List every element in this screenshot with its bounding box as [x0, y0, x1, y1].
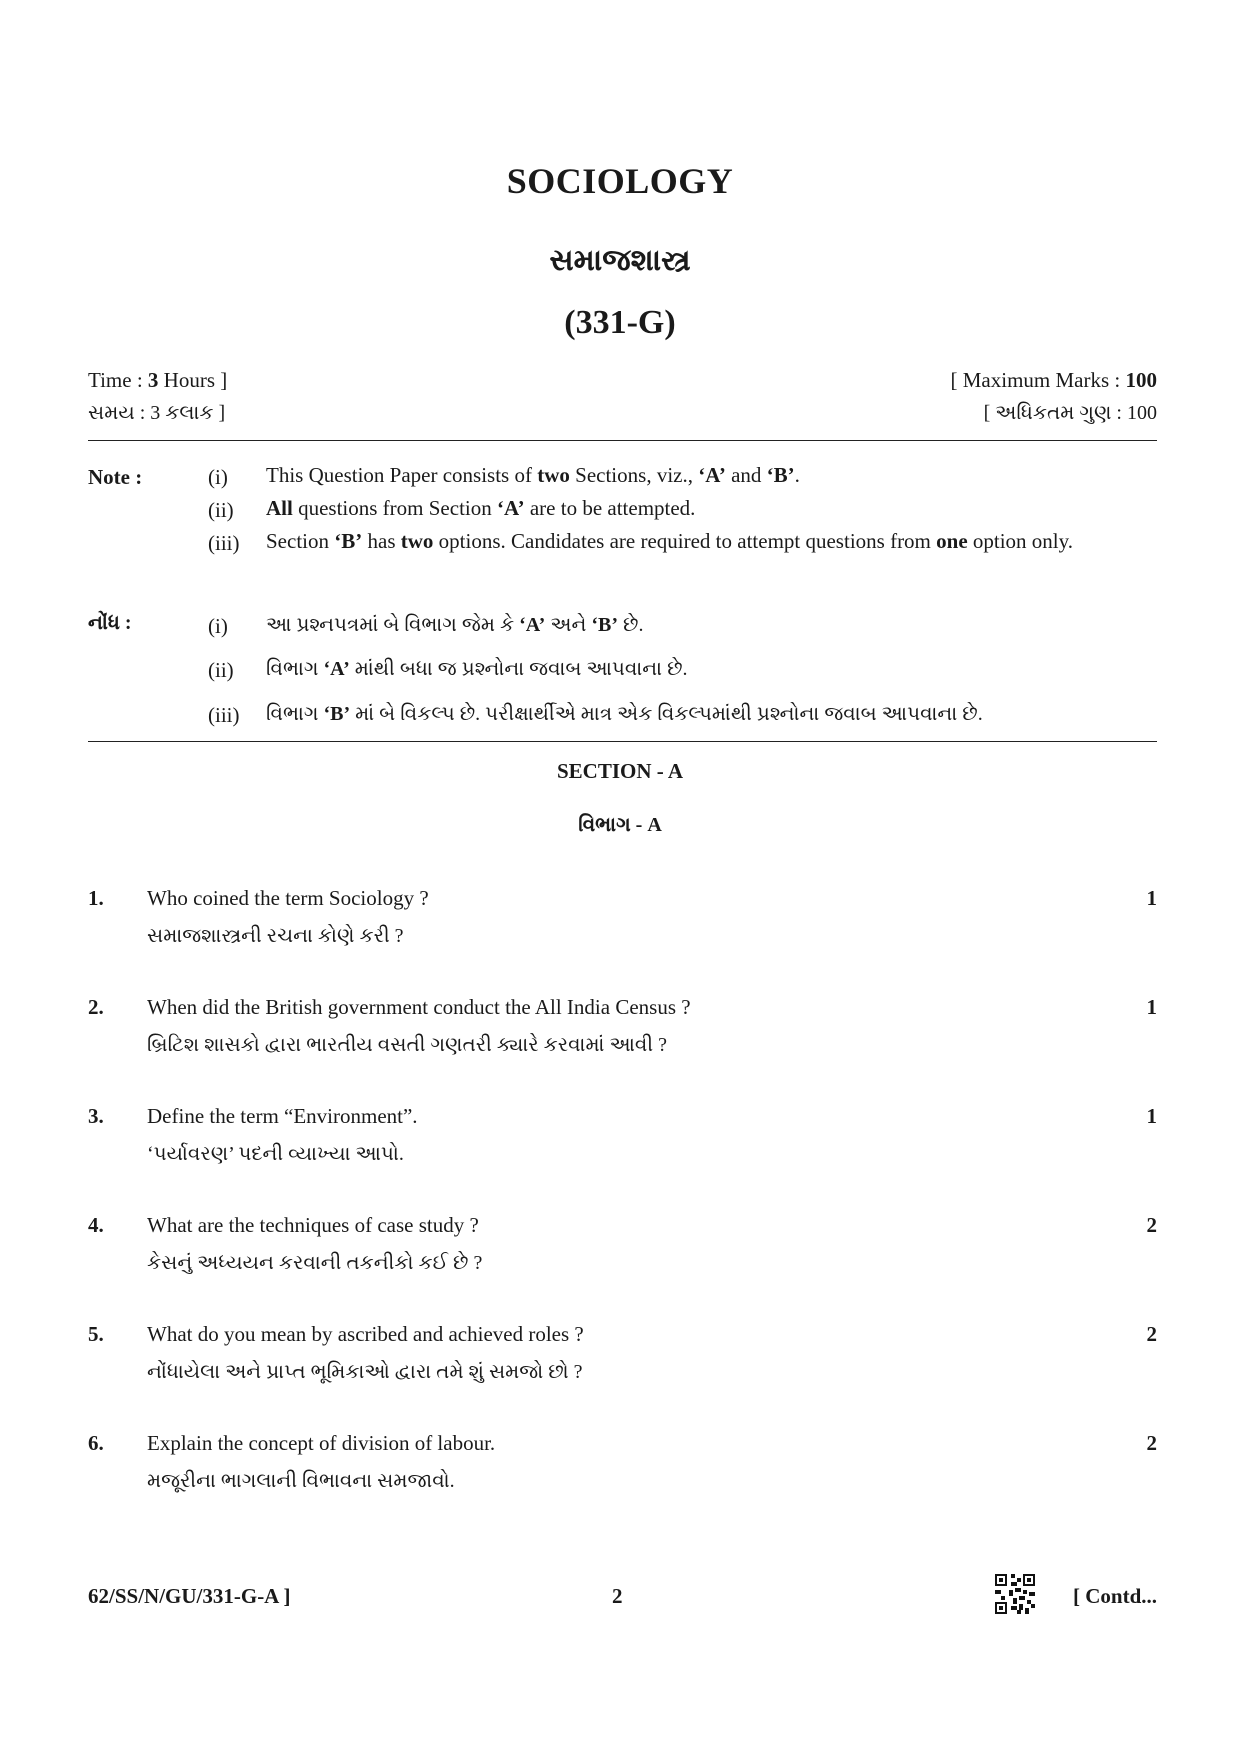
question-marks: 1 [1146, 1104, 1157, 1128]
qr-code-icon [995, 1574, 1035, 1614]
page-number: 2 [612, 1584, 623, 1608]
note-item-english: All questions from Section ‘A’ are to be attempted. [266, 496, 696, 520]
question-text-gujarati: ‘પર્યાવરણ’ પદની વ્યાખ્યા આપો. [147, 1143, 404, 1165]
note-item-english: This Question Paper consists of two Sections, viz., ‘A’ and ‘B’. [266, 463, 800, 487]
question-text-gujarati: સમાજશાસ્ત્રની રચના કોણે કરી ? [147, 925, 404, 947]
note-number: (iii) [208, 703, 240, 727]
question-marks: 1 [1146, 886, 1157, 910]
subject-title-english: SOCIOLOGY [506, 161, 734, 201]
question-number: 5. [88, 1322, 104, 1346]
note-item-english: Section ‘B’ has two options. Candidates are required to attempt questions from one option only. [266, 529, 1074, 553]
divider-notes [88, 741, 1157, 742]
paper-code: 62/SS/N/GU/331-G-A ] [88, 1584, 291, 1608]
question-number: 3. [88, 1104, 104, 1128]
question-number: 6. [88, 1431, 104, 1455]
question-text-gujarati: બ્રિટિશ શાસકો દ્વારા ભારતીય વસતી ગણતરી ક્યારે કરવામાં આવી ? [147, 1034, 667, 1056]
note-number: (ii) [208, 498, 234, 522]
subject-code: (331-G) [564, 304, 676, 341]
question-text-english: What do you mean by ascribed and achieved roles ? [147, 1322, 584, 1346]
note-label-english: Note : [88, 465, 143, 489]
question-text-english: What are the techniques of case study ? [147, 1213, 479, 1237]
note-number: (i) [208, 465, 228, 489]
section-heading-english: SECTION - A [556, 759, 684, 783]
question-marks: 2 [1146, 1213, 1157, 1237]
note-item-gujarati: આ પ્રશ્નપત્રમાં બે વિભાગ જેમ કે ‘A’ અને ‘B’ છે. [266, 614, 644, 636]
note-item-gujarati: વિભાગ ‘B’ માં બે વિકલ્પ છે. પરીક્ષાર્થીએ માત્ર એક વિકલ્પમાંથી પ્રશ્નોના જવાબ આપવાના છે. [266, 703, 983, 725]
note-number: (i) [208, 614, 228, 638]
question-text-english: Define the term “Environment”. [147, 1104, 418, 1128]
note-item-gujarati: વિભાગ ‘A’ માંથી બધા જ પ્રશ્નોના જવાબ આપવાના છે. [266, 658, 688, 680]
max-marks-english: [ Maximum Marks : 100 [950, 368, 1157, 392]
time-gujarati: સમય : 3 કલાક ] [88, 402, 226, 424]
question-text-english: Who coined the term Sociology ? [147, 886, 429, 910]
question-text-gujarati: નોંધાયેલા અને પ્રાપ્ત ભૂમિકાઓ દ્વારા તમે શું સમજો છો ? [147, 1361, 583, 1383]
question-text-gujarati: મજૂરીના ભાગલાની વિભાવના સમજાવો. [147, 1470, 455, 1492]
question-text-english: When did the British government conduct the All India Census ? [147, 995, 691, 1019]
question-number: 2. [88, 995, 104, 1019]
max-marks-gujarati: [ અધિકતમ ગુણ : 100 [983, 402, 1157, 424]
subject-title-gujarati: સમાજશાસ્ત્ર [549, 244, 691, 277]
continued-marker: [ Contd... [1072, 1584, 1157, 1608]
question-text-english: Explain the concept of division of labour. [147, 1431, 496, 1455]
divider-top [88, 440, 1157, 441]
question-marks: 1 [1146, 995, 1157, 1019]
note-number: (iii) [208, 531, 240, 555]
note-number: (ii) [208, 658, 234, 682]
question-marks: 2 [1146, 1431, 1157, 1455]
section-heading-gujarati: વિભાગ - A [578, 814, 662, 836]
note-label-gujarati: નોંધ : [88, 612, 132, 634]
time-english: Time : 3 Hours ] [88, 368, 228, 392]
question-text-gujarati: કેસનું અધ્યયન કરવાની તકનીકો કઈ છે ? [147, 1252, 483, 1274]
question-number: 1. [88, 886, 104, 910]
question-marks: 2 [1146, 1322, 1157, 1346]
question-number: 4. [88, 1213, 104, 1237]
